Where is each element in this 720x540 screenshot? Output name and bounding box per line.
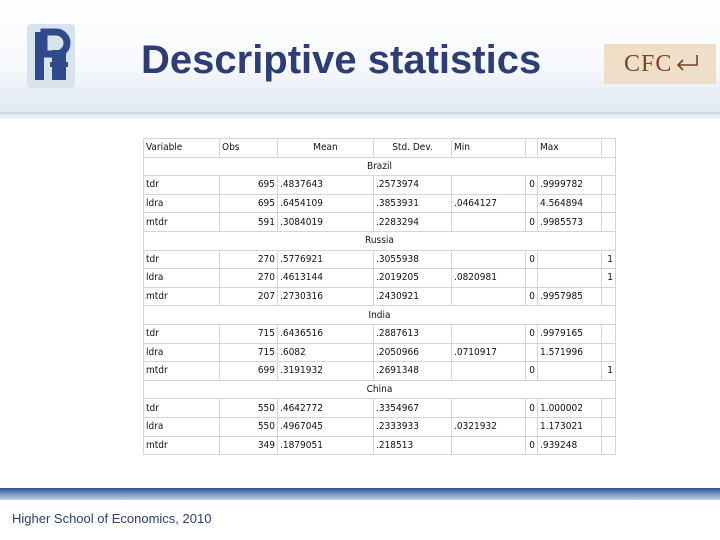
footer-text: Higher School of Economics, 2010	[12, 511, 212, 526]
group-label: India	[144, 306, 616, 325]
cell-min	[452, 250, 526, 269]
cell-mean: .6082	[278, 343, 374, 362]
cell-max	[526, 417, 538, 436]
cell-std-dev: .2333933	[374, 417, 452, 436]
cell-max-value	[538, 362, 602, 381]
cell-max-one	[602, 436, 616, 455]
cell-max-value	[538, 250, 602, 269]
cell-max-value: .9999782	[538, 176, 602, 195]
cell-obs: 270	[220, 269, 278, 288]
header-empty	[602, 139, 616, 158]
cell-max: 0	[526, 176, 538, 195]
cell-min: .0820981	[452, 269, 526, 288]
cell-mean: .1879051	[278, 436, 374, 455]
cell-max-one: 1	[602, 362, 616, 381]
cell-max	[526, 194, 538, 213]
cell-min	[452, 362, 526, 381]
table-row	[144, 343, 616, 362]
cell-obs: 349	[220, 436, 278, 455]
header-max	[526, 139, 538, 158]
cell-variable: mtdr	[144, 362, 220, 381]
cfc-logo	[604, 44, 716, 84]
cell-mean: .4613144	[278, 269, 374, 288]
cell-max-value: 1.173021	[538, 417, 602, 436]
cell-std-dev: .3354967	[374, 399, 452, 418]
cell-mean: .4967045	[278, 417, 374, 436]
cell-min	[452, 436, 526, 455]
cell-max: 0	[526, 362, 538, 381]
table-row	[144, 194, 616, 213]
cell-variable: tdr	[144, 250, 220, 269]
cell-std-dev: .2691348	[374, 362, 452, 381]
header-min: Min	[452, 139, 526, 158]
cell-max-one	[602, 399, 616, 418]
group-row-russia	[144, 231, 616, 250]
cell-max-one	[602, 213, 616, 232]
table-row	[144, 362, 616, 381]
stats-table-wrapper	[143, 138, 616, 455]
cell-max: 0	[526, 436, 538, 455]
header-max-label: Max	[538, 139, 602, 158]
cell-min	[452, 287, 526, 306]
cell-obs: 591	[220, 213, 278, 232]
cell-max: 0	[526, 399, 538, 418]
cell-std-dev: .218513	[374, 436, 452, 455]
cell-max-value: 4.564894	[538, 194, 602, 213]
group-label: China	[144, 380, 616, 399]
header-obs: Obs	[220, 139, 278, 158]
cell-mean: .5776921	[278, 250, 374, 269]
cell-max-value	[538, 269, 602, 288]
page-title: Descriptive statistics	[141, 38, 542, 82]
cell-max-value: 1.000002	[538, 399, 602, 418]
cell-mean: .4837643	[278, 176, 374, 195]
cell-variable: mtdr	[144, 436, 220, 455]
header-mean: Mean	[278, 139, 374, 158]
cell-max-one	[602, 176, 616, 195]
cell-obs: 550	[220, 417, 278, 436]
cell-std-dev: .2283294	[374, 213, 452, 232]
cell-variable: ldra	[144, 269, 220, 288]
cell-mean: .6454109	[278, 194, 374, 213]
cell-max-value: .939248	[538, 436, 602, 455]
cell-max	[526, 343, 538, 362]
cell-min	[452, 399, 526, 418]
cell-obs: 695	[220, 176, 278, 195]
cell-std-dev: .2019205	[374, 269, 452, 288]
cell-mean: .3191932	[278, 362, 374, 381]
cell-max-one	[602, 287, 616, 306]
group-row-india	[144, 306, 616, 325]
table-row	[144, 324, 616, 343]
group-label: Brazil	[144, 157, 616, 176]
header-std-dev: Std. Dev.	[374, 139, 452, 158]
stats-table-body	[144, 139, 616, 455]
cell-mean: .6436516	[278, 324, 374, 343]
header-divider	[0, 112, 720, 117]
cell-variable: mtdr	[144, 213, 220, 232]
group-row-china	[144, 380, 616, 399]
cell-variable: mtdr	[144, 287, 220, 306]
cell-variable: tdr	[144, 176, 220, 195]
cell-max: 0	[526, 324, 538, 343]
table-row	[144, 287, 616, 306]
cell-variable: tdr	[144, 324, 220, 343]
group-row-brazil	[144, 157, 616, 176]
cell-mean: .2730316	[278, 287, 374, 306]
slide-header	[0, 0, 720, 118]
cell-obs: 715	[220, 343, 278, 362]
cell-obs: 207	[220, 287, 278, 306]
cell-max	[526, 269, 538, 288]
cell-obs: 699	[220, 362, 278, 381]
cell-min: .0710917	[452, 343, 526, 362]
descriptive-stats-table	[143, 138, 616, 455]
cell-std-dev: .2887613	[374, 324, 452, 343]
cell-max-value: 1.571996	[538, 343, 602, 362]
cell-std-dev: .2050966	[374, 343, 452, 362]
table-row	[144, 213, 616, 232]
cell-max-one	[602, 417, 616, 436]
cell-obs: 695	[220, 194, 278, 213]
table-row	[144, 250, 616, 269]
cell-min: .0321932	[452, 417, 526, 436]
cell-obs: 270	[220, 250, 278, 269]
cell-std-dev: .2573974	[374, 176, 452, 195]
table-row	[144, 436, 616, 455]
cell-variable: ldra	[144, 343, 220, 362]
cell-std-dev: .2430921	[374, 287, 452, 306]
table-row	[144, 417, 616, 436]
cell-max-one	[602, 194, 616, 213]
cell-max-value: .9985573	[538, 213, 602, 232]
hse-logo-icon	[22, 16, 82, 96]
cell-max-one: 1	[602, 250, 616, 269]
cell-max-value: .9957985	[538, 287, 602, 306]
cell-obs: 550	[220, 399, 278, 418]
cfc-logo-text: CFC	[624, 50, 673, 77]
cell-max: 0	[526, 287, 538, 306]
cell-min	[452, 213, 526, 232]
cell-mean: .3084019	[278, 213, 374, 232]
cell-min	[452, 176, 526, 195]
cell-std-dev: .3055938	[374, 250, 452, 269]
cell-max-one: 1	[602, 269, 616, 288]
cell-mean: .4642772	[278, 399, 374, 418]
cell-variable: ldra	[144, 417, 220, 436]
cell-max: 0	[526, 250, 538, 269]
cell-variable: ldra	[144, 194, 220, 213]
cell-std-dev: .3853931	[374, 194, 452, 213]
cell-variable: tdr	[144, 399, 220, 418]
return-arrow-icon	[673, 51, 701, 77]
table-row	[144, 269, 616, 288]
cell-obs: 715	[220, 324, 278, 343]
cell-max-one	[602, 324, 616, 343]
cell-max-one	[602, 343, 616, 362]
table-row	[144, 399, 616, 418]
cell-min	[452, 324, 526, 343]
cell-min: .0464127	[452, 194, 526, 213]
cell-max-value: .9979165	[538, 324, 602, 343]
footer-bar	[0, 488, 720, 500]
group-label: Russia	[144, 231, 616, 250]
cell-max: 0	[526, 213, 538, 232]
header-variable: Variable	[144, 139, 220, 158]
table-header-row	[144, 139, 616, 158]
table-row	[144, 176, 616, 195]
